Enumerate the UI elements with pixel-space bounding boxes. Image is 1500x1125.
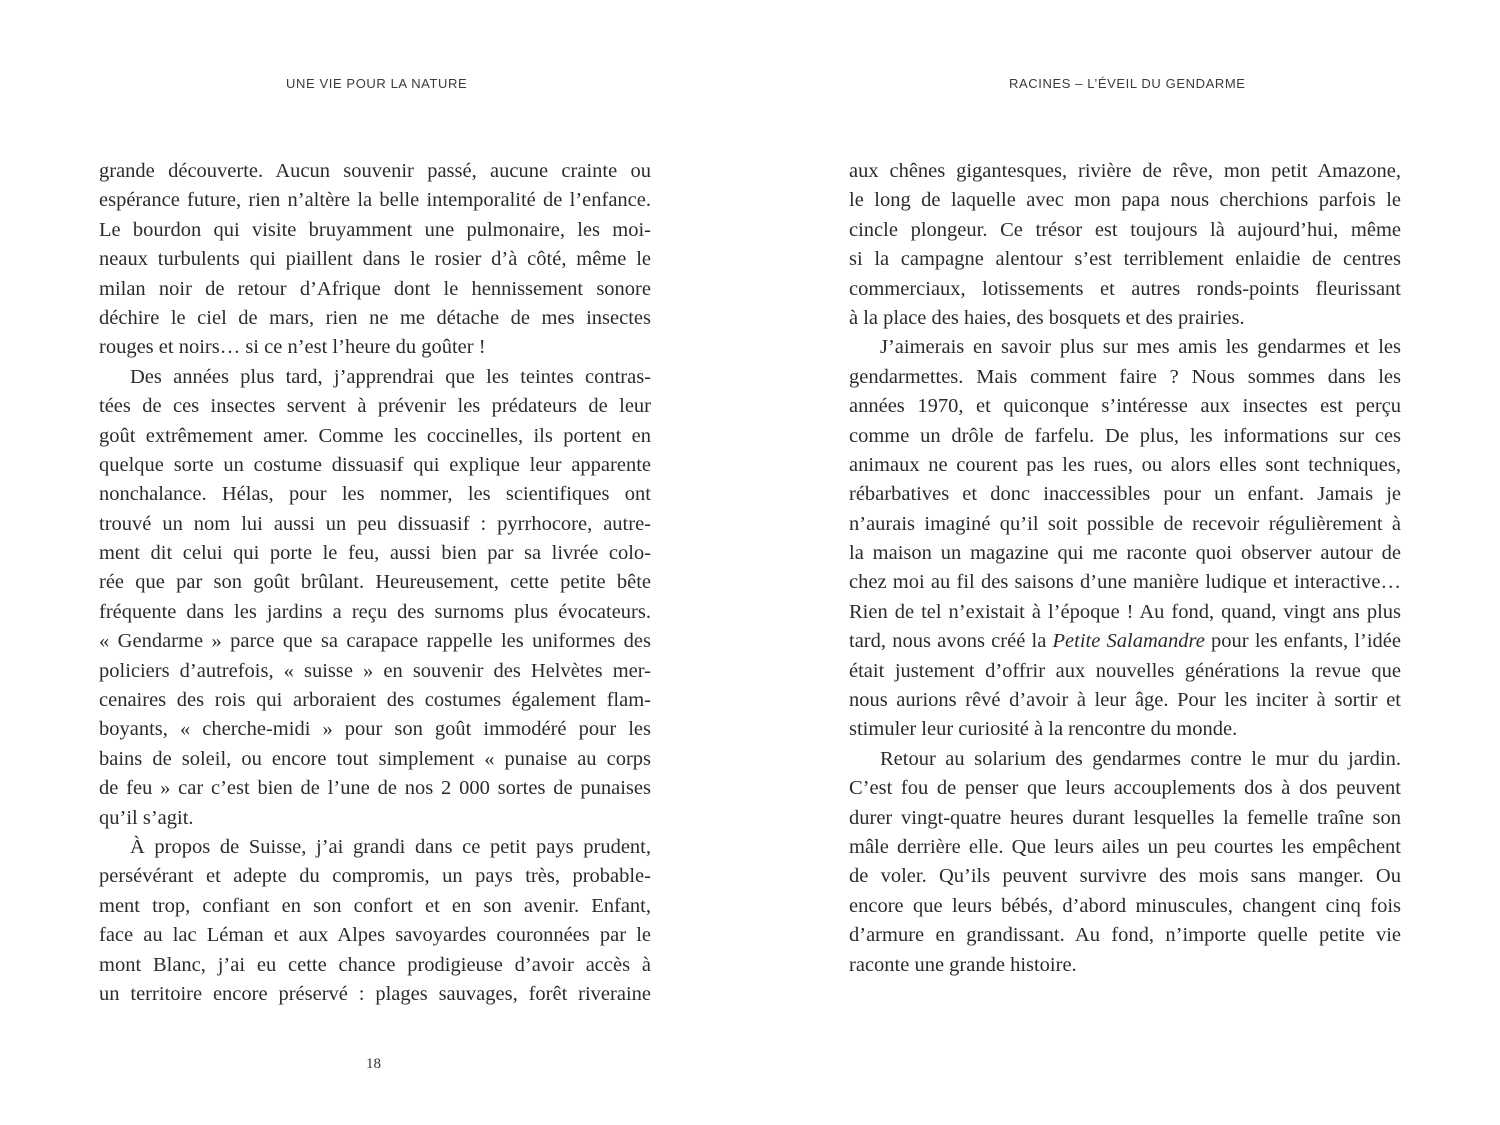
- text-line: boyants, « cherche-midi » pour son goût immodéré pour les: [99, 718, 651, 741]
- text-line: À propos de Suisse, j’ai grandi dans ce petit pays prudent,: [130, 835, 651, 858]
- right-page: [750, 0, 1500, 1125]
- text-line: bains de soleil, ou encore tout simplement « punaise au corps: [99, 747, 651, 770]
- text-line: chez moi au fil des saisons d’une manière ludique et interactive…: [849, 571, 1401, 594]
- text-line: C’est fou de penser que leurs accouplements dos à dos peuvent: [849, 777, 1401, 800]
- text-line: fréquente dans les jardins a reçu des surnoms plus évocateurs.: [99, 600, 651, 623]
- text-line: rébarbatives et donc inaccessibles pour un enfant. Jamais je: [849, 483, 1401, 506]
- text-segment: pour les enfants, l’idée: [1204, 630, 1402, 653]
- text-line: face au lac Léman et aux Alpes savoyardes couronnées par le: [99, 924, 651, 947]
- text-line: rouges et noirs… si ce n’est l’heure du goûter !: [99, 336, 486, 359]
- text-line: Retour au solarium des gendarmes contre le mur du jardin.: [880, 747, 1401, 770]
- text-line: de feu » car c’est bien de l’une de nos 2 000 sortes de punaises: [99, 777, 651, 800]
- text-line: à la place des haies, des bosquets et des prairies.: [849, 306, 1245, 329]
- text-line: était justement d’offrir aux nouvelles générations la revue que: [849, 659, 1401, 682]
- italic-title: Petite Salamandre: [1052, 630, 1205, 653]
- text-line: persévérant et adepte du compromis, un pays très, probable-: [99, 865, 651, 888]
- text-line: neaux turbulents qui piaillent dans le rosier d’à côté, même le: [99, 248, 651, 271]
- text-line: ment trop, confiant en son confort et en son avenir. Enfant,: [99, 894, 651, 917]
- body-text: [849, 157, 1401, 980]
- text-line: d’armure en grandissant. Au fond, n’importe quelle petite vie: [849, 924, 1401, 947]
- text-line: stimuler leur curiosité à la rencontre du monde.: [849, 718, 1238, 741]
- text-line: grande découverte. Aucun souvenir passé, aucune crainte ou: [99, 160, 651, 182]
- text-line: si la campagne alentour s’est terriblement enlaidie de centres: [849, 248, 1401, 271]
- text-line: espérance future, rien n’altère la belle intemporalité de l’enfance.: [99, 189, 651, 212]
- page-number: 18: [366, 1056, 381, 1072]
- text-line: goût extrêmement amer. Comme les coccinelles, ils portent en: [99, 424, 651, 447]
- body-text: [99, 157, 651, 1009]
- text-line: un territoire encore préservé : plages sauvages, forêt riveraine: [99, 982, 651, 1005]
- text-line: gendarmettes. Mais comment faire ? Nous sommes dans les: [849, 365, 1401, 388]
- text-line: nous aurions rêvé d’avoir à leur âge. Pour les inciter à sortir et: [849, 689, 1401, 712]
- text-line: encore que leurs bébés, d’abord minuscules, changent cinq fois: [849, 894, 1401, 917]
- text-line: qu’il s’agit.: [99, 806, 194, 829]
- text-line: comme un drôle de farfelu. De plus, les informations sur ces: [849, 424, 1401, 447]
- running-head: RACINES – L’ÉVEIL DU GENDARME: [1009, 76, 1246, 91]
- text-line: trouvé un nom lui aussi un peu dissuasif : pyrrhocore, autre-: [99, 512, 651, 535]
- text-line: animaux ne courent pas les rues, ou alors elles sont techniques,: [849, 453, 1401, 476]
- text-line: J’aimerais en savoir plus sur mes amis les gendarmes et les: [880, 336, 1401, 359]
- text-line: policiers d’autrefois, « suisse » en souvenir des Helvètes mer-: [99, 659, 651, 682]
- running-head: UNE VIE POUR LA NATURE: [286, 76, 468, 91]
- text-line: de voler. Qu’ils peuvent survivre des mois sans manger. Ou: [849, 865, 1401, 888]
- text-line: déchire le ciel de mars, rien ne me détache de mes insectes: [99, 306, 651, 329]
- text-line: aux chênes gigantesques, rivière de rêve, mon petit Amazone,: [849, 160, 1401, 182]
- text-line: n’aurais imaginé qu’il soit possible de recevoir régulièrement à: [849, 512, 1401, 535]
- text-line: Des années plus tard, j’apprendrai que les teintes contras-: [130, 365, 651, 388]
- text-line: commerciaux, lotissements et autres ronds-points fleurissant: [849, 277, 1401, 300]
- text-line: nonchalance. Hélas, pour les nommer, les scientifiques ont: [99, 483, 651, 506]
- text-line: durer vingt-quatre heures durant lesquelles la femelle traîne son: [849, 806, 1401, 829]
- text-line: mâle derrière elle. Que leurs ailes un peu courtes les empêchent: [849, 835, 1401, 858]
- text-line: cincle plongeur. Ce trésor est toujours là aujourd’hui, même: [849, 218, 1401, 241]
- text-line: ment dit celui qui porte le feu, aussi bien par sa livrée colo-: [99, 542, 651, 565]
- text-line: rée que par son goût brûlant. Heureusement, cette petite bête: [99, 571, 651, 594]
- text-segment: tard, nous avons créé la: [849, 630, 1053, 653]
- text-line: mont Blanc, j’ai eu cette chance prodigieuse d’avoir accès à: [99, 953, 651, 976]
- text-line: années 1970, et quiconque s’intéresse aux insectes est perçu: [849, 395, 1401, 418]
- text-line: raconte une grande histoire.: [849, 953, 1077, 976]
- text-line: Le bourdon qui visite bruyamment une pulmonaire, les moi-: [99, 218, 651, 241]
- text-line: quelque sorte un costume dissuasif qui explique leur apparente: [99, 453, 651, 476]
- text-line: milan noir de retour d’Afrique dont le hennissement sonore: [99, 277, 651, 300]
- text-line: le long de laquelle avec mon papa nous cherchions parfois le: [849, 189, 1401, 212]
- text-line: [849, 627, 1401, 656]
- text-line: la maison un magazine qui me raconte quoi observer autour de: [849, 542, 1401, 565]
- text-line: tées de ces insectes servent à prévenir les prédateurs de leur: [99, 395, 651, 418]
- text-line: « Gendarme » parce que sa carapace rappelle les uniformes des: [99, 630, 651, 653]
- text-line: cenaires des rois qui arboraient des costumes également flam-: [99, 689, 651, 712]
- text-line: Rien de tel n’existait à l’époque ! Au fond, quand, vingt ans plus: [849, 600, 1401, 623]
